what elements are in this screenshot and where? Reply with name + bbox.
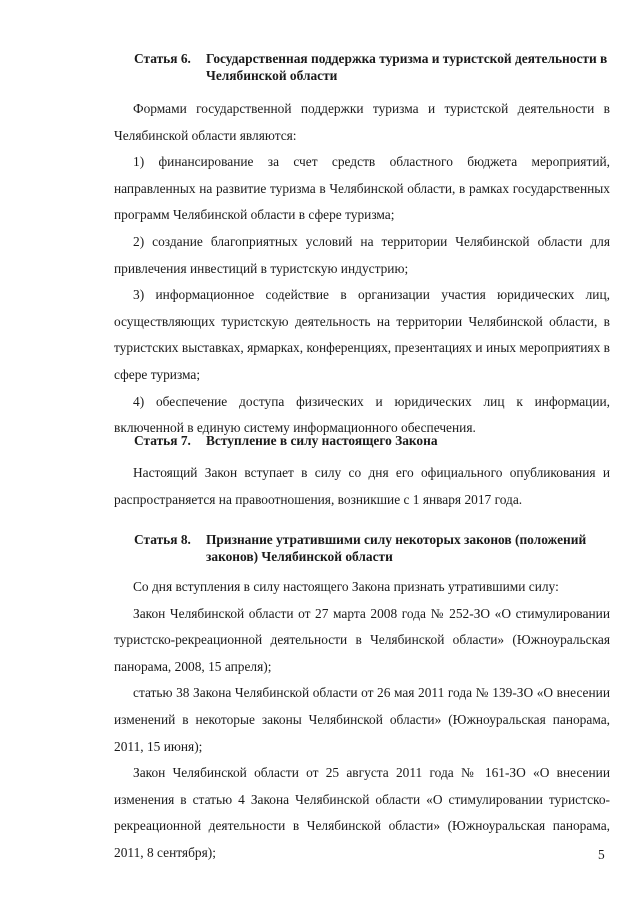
article-8-body — [114, 574, 610, 867]
article-8-title: Признание утратившими силу некоторых законов (положений законов) Челябинской области — [206, 532, 587, 564]
article-6-title: Государственная поддержка туризма и туристской деятельности в Челябинской области — [206, 51, 608, 83]
paragraph: 3) информационное содействие в организации участия юридических лиц, осуществляющих туристскую деятельность на территории Челябинской области, в туристских выставках, ярмарках, конференциях, презентациях и иных мероприятиях в сфере туризма; — [114, 287, 610, 382]
paragraph: 4) обеспечение доступа физических и юридических лиц к информации, включенной в единую систему информационного обеспечения. — [114, 393, 610, 436]
paragraph: статью 38 Закона Челябинской области от 26 мая 2011 года № 139-ЗО «О внесении изменений в некоторые законы Челябинской области» (Южноуральская панорама, 2011, 15 июня); — [114, 685, 610, 754]
article-7-heading — [114, 432, 610, 449]
article-8-heading — [114, 531, 610, 565]
article-6-heading — [114, 50, 610, 84]
article-7-body — [114, 460, 610, 513]
paragraph: 1) финансирование за счет средств областного бюджета мероприятий, направленных на развитие туризма в Челябинской области, в рамках государственных программ Челябинской области в сфере туризма; — [114, 154, 610, 223]
paragraph: Закон Челябинской области от 25 августа 2011 года № 161-ЗО «О внесении изменения в статью 4 Закона Челябинской области «О стимулировании туристско-рекреационной деятельности в Челябинской области» (Южноуральская панорама, 2011, 8 сентября); — [114, 765, 610, 860]
article-6-label: Статья 6. — [134, 51, 191, 66]
article-7-label: Статья 7. — [134, 433, 191, 448]
paragraph: Настоящий Закон вступает в силу со дня его официального опубликования и распространяется на правоотношения, возникшие с 1 января 2017 года. — [114, 465, 610, 507]
article-7-title: Вступление в силу настоящего Закона — [206, 433, 438, 448]
paragraph: Закон Челябинской области от 27 марта 2008 года № 252-ЗО «О стимулировании туристско-рекреационной деятельности в Челябинской области» (Южноуральская панорама, 2008, 15 апреля); — [114, 605, 610, 674]
article-8-label: Статья 8. — [134, 532, 191, 547]
paragraph: Формами государственной поддержки туризма и туристской деятельности в Челябинской области являются: — [114, 101, 610, 143]
paragraph: 2) создание благоприятных условий на территории Челябинской области для привлечения инвестиций в туристскую индустрию; — [114, 233, 610, 276]
page-number: 5 — [598, 847, 605, 862]
paragraph: Со дня вступления в силу настоящего Закона признать утратившими силу: — [133, 579, 559, 594]
article-6-body — [114, 96, 610, 442]
